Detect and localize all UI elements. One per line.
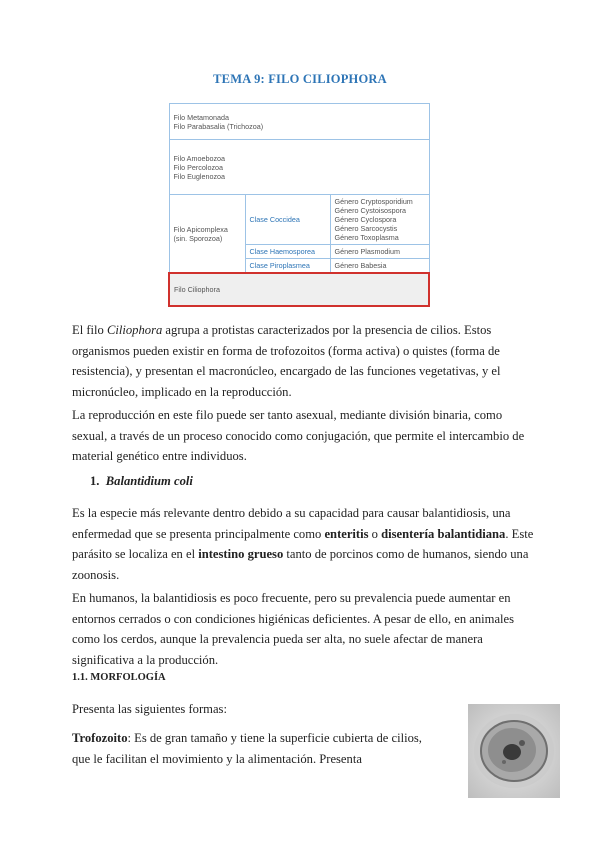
text: : Es de gran tamaño y tiene la superficie cubierta de cilios, que le facilitan el movimiento y la alimentación. Presenta [72,731,422,766]
table-row [169,104,429,140]
table-row-highlighted [169,273,429,306]
text: El filo [72,323,107,337]
table-cell-line: Filo Amoebozoa [173,153,226,163]
text: . Este parásito se localiza en el [72,526,534,561]
text-bold: Trofozoito [72,731,128,745]
table-cell-line: (sin. Sporozoa) [173,233,223,243]
taxonomy-table [168,103,430,307]
trophozoite-micrograph [468,704,560,798]
cell-image [468,704,560,798]
page-title: TEMA 9: FILO CILIOPHORA [213,72,387,86]
table-cell-line: Filo Apicomplexa [173,224,228,234]
table-cell-line: Filo Parabasalia (Trichozoa) [173,121,264,131]
paragraph [72,503,538,585]
subsection-heading: 1.1. MORFOLOGÍA [72,672,166,683]
table-row [169,140,429,195]
text: Es la especie más relevante dentro debido a su capacidad para causar balantidiosis, una enfermedad que se presenta principalmente como [72,506,511,541]
paragraph [72,728,440,769]
text-bold: enteritis [324,526,369,541]
table-cell: Clase Piroplasmea [245,259,330,274]
table-cell-line: Género Cryptosporidium [334,197,413,206]
paragraph [72,320,538,402]
table-cell [169,195,245,274]
table-cell [330,195,429,245]
heading-text: Balantidium coli [105,474,193,488]
table-cell: Clase Haemosporea [245,245,330,259]
table-cell: Género Babesia [330,259,429,274]
table-cell-line: Género Cystoisospora [334,206,407,215]
text: o [368,526,382,541]
paragraph: En humanos, la balantidiosis es poco frecuente, pero su prevalencia puede aumentar en entornos cerrados o con condiciones higiénicas deficientes. A pesar de ello, en animales como los cerdos, aunque la prevalencia pueda ser alta, no suele afectar de manera significativa a la producción. [72,591,515,667]
table-cell-line: Filo Percolozoa [173,162,224,172]
section-heading [90,474,193,489]
table-cell-line: Filo Euglenozoa [173,171,226,181]
text-bold: disentería balantidiana [381,526,506,541]
table-cell [169,104,429,140]
table-cell-line: Género Cyclospora [334,215,397,224]
table-cell: Filo Ciliophora [169,273,429,306]
table-cell-line: Filo Metamonada [173,112,230,122]
table-cell-line: Género Toxoplasma [334,233,399,242]
paragraph: La reproducción en este filo puede ser tanto asexual, mediante división binaria, como sexual, a través de un proceso conocido como conjugación, que permite el intercambio de material genético entre individuos. [72,408,525,463]
text: tanto de porcinos como de humanos, siendo una zoonosis. [72,547,529,582]
paragraph: Presenta las siguientes formas: [72,702,227,716]
text-italic: Ciliophora [106,323,163,337]
heading-number: 1. [90,474,100,488]
table-cell-line: Género Sarcocystis [334,224,398,233]
table-cell: Género Plasmodium [330,245,429,259]
text-bold: intestino grueso [198,547,284,561]
text: agrupa a protistas caracterizados por la presencia de cilios. Estos organismos pueden existir en forma de trofozoitos (forma activa) o quistes (forma de resistencia), y presentan el macronúcleo, encargado de las funciones vegetativas, y el micronúcleo, implicado en la reproducción. [72,323,501,399]
table-cell: Clase Coccidea [245,195,330,245]
table-cell [169,140,429,195]
table-row [169,195,429,245]
